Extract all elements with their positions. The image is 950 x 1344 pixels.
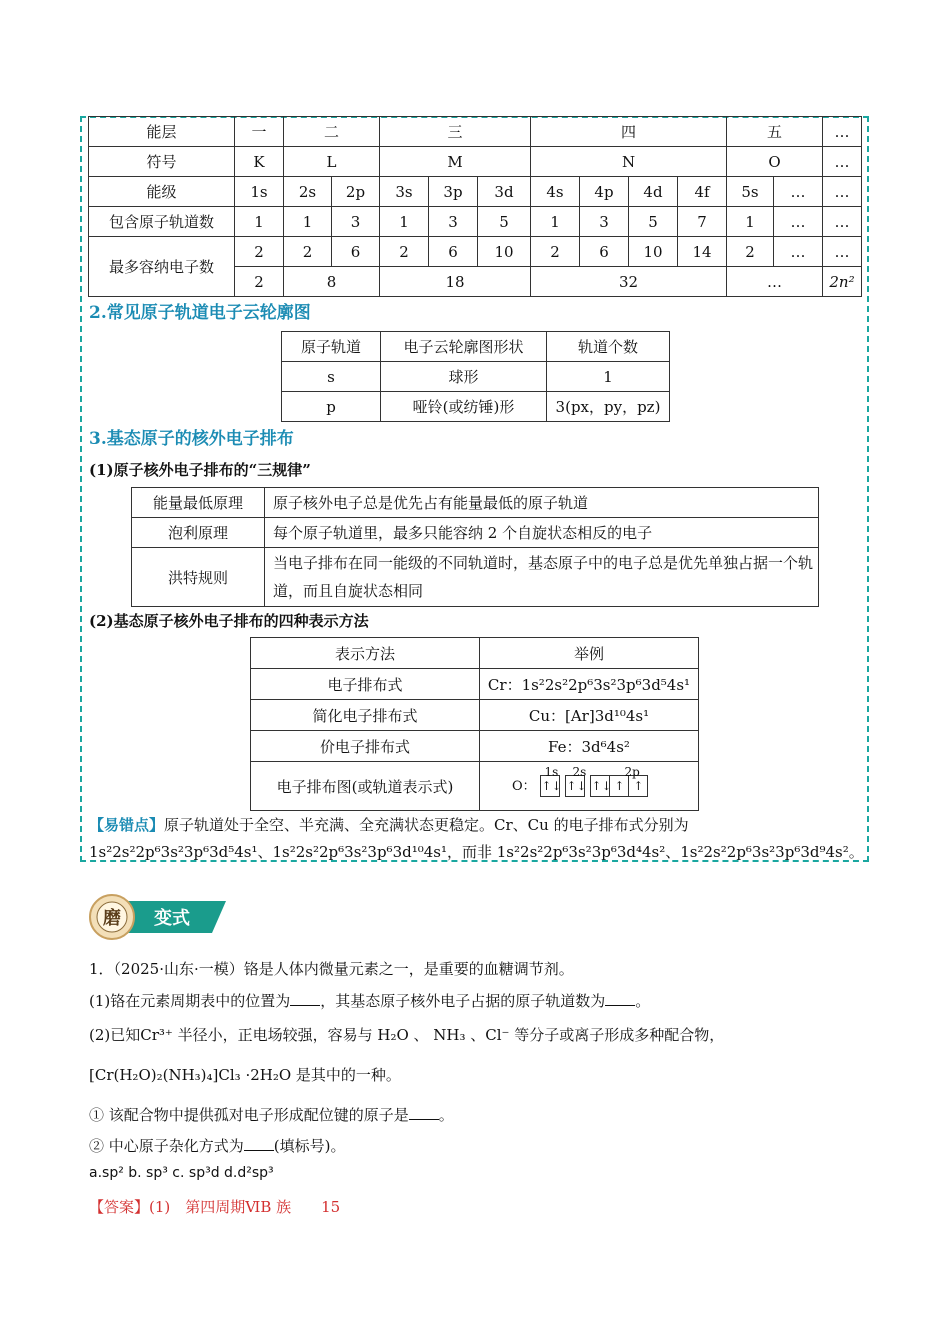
cell: … <box>823 207 862 237</box>
paired-arrow-icon: ↑↓ <box>540 775 560 797</box>
question-text: (填标号)。 <box>273 1137 346 1155</box>
cell: 四 <box>531 117 727 147</box>
cell: 五 <box>727 117 823 147</box>
cell: 电子云轮廓图形状 <box>381 332 547 362</box>
cell: 32 <box>531 267 727 297</box>
rules-table <box>131 487 819 607</box>
cell: 泡利原理 <box>132 518 265 548</box>
cell: 电子排布式 <box>251 669 480 700</box>
cell: 1s <box>235 177 284 207</box>
cell: 10 <box>629 237 678 267</box>
cell: 5 <box>629 207 678 237</box>
cell: 8 <box>284 267 380 297</box>
cell: 3 <box>332 207 380 237</box>
error-prone-note <box>89 812 869 866</box>
up-arrow-icon: ↑ <box>609 775 629 797</box>
cell: 4p <box>580 177 629 207</box>
question-part-2: (2)已知Cr³⁺ 半径小，正电场较强，容易与 H₂O 、 NH₃ 、Cl⁻ 等分子或离子形成多种配合物， <box>89 1026 725 1044</box>
question-text: ② 中心原子杂化方式为 <box>89 1137 244 1155</box>
question-text: 。 <box>438 1106 454 1124</box>
cell: … <box>823 237 862 267</box>
cell: 5s <box>727 177 774 207</box>
cell: 1 <box>547 362 670 392</box>
cell: 一 <box>235 117 284 147</box>
section-heading: 2.常见原子轨道电子云轮廓图 <box>89 303 311 323</box>
cell: 原子核外电子总是优先占有能量最低的原子轨道 <box>265 488 819 518</box>
orbital-label: 1s <box>544 765 559 779</box>
cell: 每个原子轨道里，最多只能容纳 2 个自旋状态相反的电子 <box>265 518 819 548</box>
cell: 3d <box>478 177 531 207</box>
cell: 表示方法 <box>251 638 480 669</box>
answer-blank[interactable] <box>290 991 320 1006</box>
note-text: 原子轨道处于全空、半充满、全充满状态更稳定。Cr、Cu 的电子排布式分别为 <box>164 816 689 834</box>
cell: 能级 <box>89 177 235 207</box>
cell: 6 <box>580 237 629 267</box>
energy-level-table <box>88 116 862 297</box>
cell: L <box>284 147 380 177</box>
cell: … <box>774 207 823 237</box>
oxygen-label: O： <box>512 779 536 794</box>
cell: 4d <box>629 177 678 207</box>
cell: 2 <box>235 267 284 297</box>
orbital-label: 2s <box>572 765 587 779</box>
cell: 2 <box>284 237 332 267</box>
badge-char: 磨 <box>103 908 121 929</box>
question-part-1 <box>89 990 650 1011</box>
note-text: 1s²2s²2p⁶3s²3p⁶3d⁵4s¹、1s²2s²2p⁶3s²3p⁶3d¹⁰4s¹，而非 1s²2s²2p⁶3s²3p⁶3d⁴4s²、1s²2s²2p⁶3s²3p⁶3d⁹4s²。 <box>89 843 864 861</box>
cell: K <box>235 147 284 177</box>
cell: 1 <box>531 207 580 237</box>
cell: 3p <box>429 177 478 207</box>
cell: 2 <box>727 237 774 267</box>
cell: 电子排布图(或轨道表示式) <box>251 762 480 811</box>
cell: 6 <box>332 237 380 267</box>
cell: 2 <box>531 237 580 267</box>
cell: 3 <box>580 207 629 237</box>
up-arrow-icon: ↑ <box>628 775 648 797</box>
orbital-label: 2p <box>624 765 640 779</box>
cell: 7 <box>678 207 727 237</box>
question-text: 。 <box>635 992 651 1010</box>
cell: N <box>531 147 727 177</box>
cell: M <box>380 147 531 177</box>
cell: Cr：1s²2s²2p⁶3s²3p⁶3d⁵4s¹ <box>480 669 699 700</box>
cell: 1 <box>284 207 332 237</box>
cell: 三 <box>380 117 531 147</box>
cell: 6 <box>429 237 478 267</box>
question-text: ，其基态原子核外电子占据的原子轨道数为 <box>320 992 606 1010</box>
sub-question-2 <box>89 1135 346 1156</box>
cell: 4s <box>531 177 580 207</box>
cell: … <box>727 267 823 297</box>
answer-line: 【答案】(1) 第四周期ⅥB 族 15 <box>89 1198 341 1216</box>
answer-blank[interactable] <box>244 1136 274 1151</box>
cell: 符号 <box>89 147 235 177</box>
cell: 能层 <box>89 117 235 147</box>
cell: Cu：[Ar]3d¹⁰4s¹ <box>480 700 699 731</box>
cell: O <box>727 147 823 177</box>
orbital-shape-table <box>281 331 670 422</box>
cell: 14 <box>678 237 727 267</box>
orbital-diagram <box>480 762 699 811</box>
cell: 2n² <box>823 267 862 297</box>
answer-blank[interactable] <box>409 1105 439 1120</box>
cell: 二 <box>284 117 380 147</box>
cell: 3(px，py，pz) <box>547 392 670 422</box>
cell: 价电子排布式 <box>251 731 480 762</box>
cell: 1 <box>235 207 284 237</box>
cell: 18 <box>380 267 531 297</box>
notation-table <box>250 637 699 811</box>
cell: … <box>774 237 823 267</box>
orbital-boxes <box>540 765 653 797</box>
badge-label: 变式 <box>154 908 190 929</box>
cell: 洪特规则 <box>132 548 265 607</box>
question-text: ① 该配合物中提供孤对电子形成配位键的原子是 <box>89 1106 409 1124</box>
cell: 简化电子排布式 <box>251 700 480 731</box>
options-line: a.sp² b. sp³ c. sp³d d.d²sp³ <box>89 1165 274 1181</box>
cell: 举例 <box>480 638 699 669</box>
paired-arrow-icon: ↑↓ <box>590 775 610 797</box>
sub-heading: (1)原子核外电子排布的“三规律” <box>89 461 311 479</box>
sub-heading: (2)基态原子核外电子排布的四种表示方法 <box>89 612 369 630</box>
question-text: (1)铬在元素周期表中的位置为 <box>89 992 291 1010</box>
cell: … <box>823 147 862 177</box>
section-heading: 3.基态原子的核外电子排布 <box>89 429 294 449</box>
complex-formula: [Cr(H₂O)₂(NH₃)₄]Cl₃ ·2H₂O 是其中的一种。 <box>89 1066 401 1084</box>
cell: 当电子排布在同一能级的不同轨道时，基态原子中的电子总是优先单独占据一个轨道，而且自旋状态相同 <box>265 548 819 607</box>
variant-badge <box>88 893 228 941</box>
cell: 3s <box>380 177 429 207</box>
answer-blank[interactable] <box>605 991 635 1006</box>
cell: 1 <box>380 207 429 237</box>
cell: 最多容纳电子数 <box>89 237 235 297</box>
cell: 2 <box>380 237 429 267</box>
paired-arrow-icon: ↑↓ <box>565 775 585 797</box>
cell: 2 <box>235 237 284 267</box>
cell: 球形 <box>381 362 547 392</box>
cell: 轨道个数 <box>547 332 670 362</box>
cell: 能量最低原理 <box>132 488 265 518</box>
cell: 4f <box>678 177 727 207</box>
cell: 2p <box>332 177 380 207</box>
cell: … <box>823 117 862 147</box>
cell: 包含原子轨道数 <box>89 207 235 237</box>
cell: … <box>774 177 823 207</box>
cell: s <box>282 362 381 392</box>
cell: 2s <box>284 177 332 207</box>
sub-question-1 <box>89 1104 454 1125</box>
cell: 原子轨道 <box>282 332 381 362</box>
note-tag: 【易错点】 <box>89 816 165 834</box>
cell: 10 <box>478 237 531 267</box>
cell: … <box>823 177 862 207</box>
question-stem: 1．（2025·山东·一模）铬是人体内微量元素之一，是重要的血糖调节剂。 <box>89 960 574 978</box>
cell: Fe：3d⁶4s² <box>480 731 699 762</box>
cell: 3 <box>429 207 478 237</box>
cell: 5 <box>478 207 531 237</box>
cell: p <box>282 392 381 422</box>
cell: 1 <box>727 207 774 237</box>
cell: 哑铃(或纺锤)形 <box>381 392 547 422</box>
